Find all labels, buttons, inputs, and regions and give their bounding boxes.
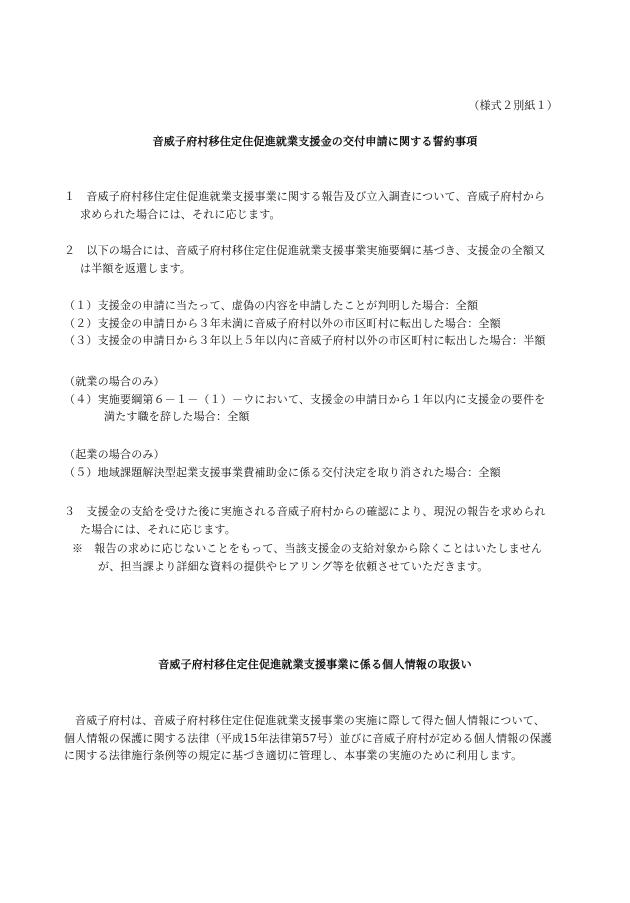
employment-only-section [64, 373, 545, 426]
pledge-title: 音威子府村移住定住促進就業支援金の交付申請に関する誓約事項 [152, 135, 478, 148]
refund-case-3: （３）支援金の申請日から３年以上５年以内に音威子府村以外の市区町村に転出した場合：半額 [64, 334, 546, 347]
refund-case-1: （１）支援金の申請に当たって、虚偽の内容を申請したことが判明した場合：全額 [64, 299, 479, 312]
refund-case-4-line-2: 満たす職を辞した場合：全額 [104, 410, 250, 423]
refund-case-4-line-1: （４）実施要綱第６－１－（１）－ウにおいて、支援金の申請日から１年以内に支援金の要件を [64, 392, 546, 406]
refund-cases [64, 297, 546, 350]
pledge-note [72, 540, 542, 575]
privacy-body [64, 712, 552, 765]
privacy-body-line-2: 個人情報の保護に関する法律（平成15年法律第57号）並びに音威子府村が定める個人情報の保護 [64, 731, 552, 745]
refund-case-5: （５）地域課題解決型起業支援事業費補助金に係る交付決定を取り消された場合：全額 [64, 465, 501, 479]
pledge-item-1-line-1: １ 音威子府村移住定住促進就業支援事業に関する報告及び立入調査について、音威子府村から [64, 190, 546, 203]
startup-only-heading: （起業の場合のみ） [64, 448, 165, 461]
pledge-item-3-line-1: ３ 支援金の支給を受けた後に実施される音威子府村からの確認により、現況の報告を求められ [64, 505, 546, 518]
pledge-item-3 [64, 503, 546, 538]
form-number: （様式２別紙１） [468, 99, 558, 112]
employment-only-heading: （就業の場合のみ） [64, 375, 165, 388]
pledge-note-line-2: が、担当課より詳細な資料の提供やヒアリング等を依頼させていただきます。 [98, 559, 489, 573]
privacy-body-line-3: に関する法律施行条例等の規定に基づき適切に管理し、本事業の実施のために利用します。 [64, 749, 523, 762]
startup-only-section [64, 446, 501, 481]
pledge-item-2-line-2: は半額を返還します。 [80, 261, 192, 275]
pledge-item-1 [64, 188, 545, 223]
pledge-item-1-line-2: 求められた場合には、それに応じます。 [80, 207, 281, 221]
privacy-body-line-1: 音威子府村は、音威子府村移住定住促進就業支援事業の実施に際して得た個人情報について、 [75, 714, 545, 727]
pledge-item-3-line-2: た場合には、それに応じます。 [80, 522, 236, 536]
pledge-note-line-1: ※ 報告の求めに応じないことをもって、当該支援金の支給対象から除くことはいたしません [72, 542, 543, 555]
privacy-title: 音威子府村移住定住促進就業支援事業に係る個人情報の取扱い [158, 658, 472, 671]
pledge-item-2-line-1: ２ 以下の場合には、音威子府村移住定住促進就業支援事業実施要綱に基づき、支援金の全額又 [64, 244, 546, 257]
pledge-item-2 [64, 242, 545, 277]
refund-case-2: （２）支援金の申請日から３年未満に音威子府村以外の市区町村に転出した場合：全額 [64, 316, 501, 330]
